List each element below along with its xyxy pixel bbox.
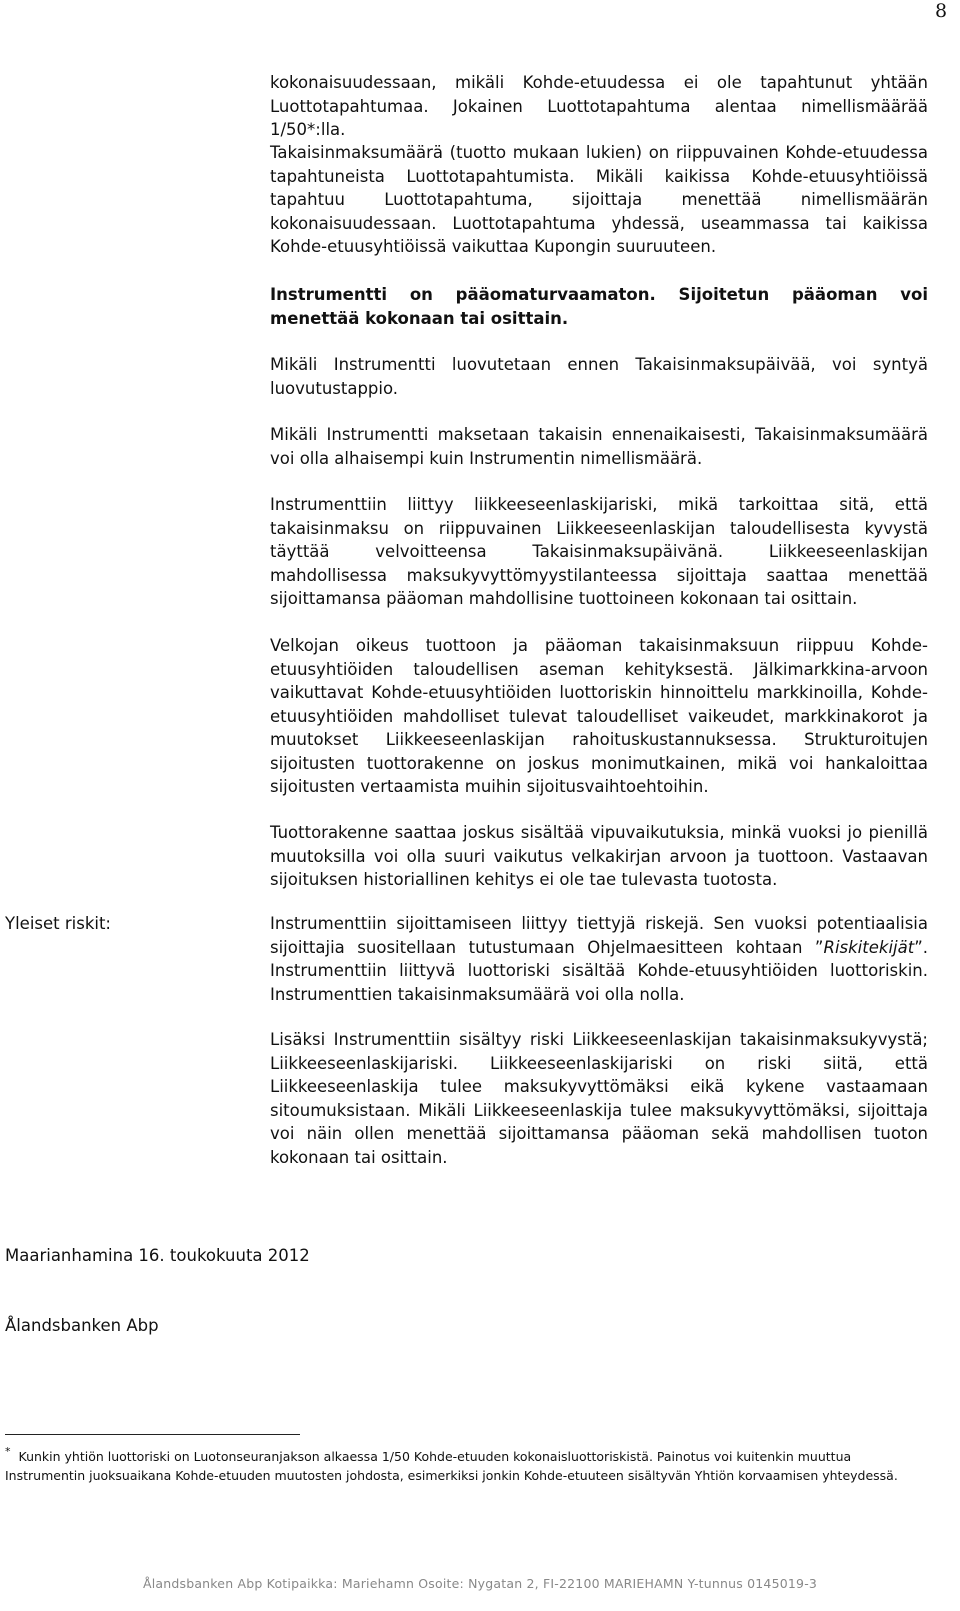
risk-factors-reference: Riskitekijät [823,937,915,957]
footnote-text: Kunkin yhtiön luottoriski on Luotonseuranjakson alkaessa 1/50 Kohde-etuuden kokonaisluottoriskistä. Painotus voi kuitenkin muuttua Instrumentin juoksuaikana Kohde-etuuden muutosten johdosta, esimerkiksi jonkin Kohde-etuuteen sisältyvän Yhtiön korvaamisen yhteydessä. [5,1449,898,1483]
paragraph-6: Instrumenttiin liittyy liikkeeseenlaskijariski, mikä tarkoittaa sitä, että takaisinmaksu on riippuvainen Liikkeeseenlaskijan taloudellisesta kyvystä täyttää velvoitteensa Takaisinmaksupäivänä. Liikkeeseenlaskijan mahdollisessa maksukyvyttömyystilanteessa sijoittaja saattaa menettää sijoittamansa pääoman mahdollisine tuottoineen kokonaan tai osittain. [270,495,928,608]
paragraph-8: Tuottorakenne saattaa joskus sisältää vipuvaikutuksia, minkä vuoksi jo pienillä muutoksilla voi olla suuri vaikutus velkakirjan arvoon ja tuottoon. Vastaavan sijoituksen historiallinen kehitys ei ole tae tulevasta tuotosta. [270,823,928,889]
capital-risk-bold-paragraph: Instrumentti on pääomaturvaamaton. Sijoitetun pääoman voi menettää kokonaan tai osittain. [270,285,928,328]
general-risks-text-a: Instrumenttiin sijoittamiseen liittyy tiettyjä riskejä. Sen vuoksi potentiaalisia sijoittajia suositellaan tutustumaan Ohjelmaesitteen kohtaan ” [270,914,928,957]
page-footer: Ålandsbanken Abp Kotipaikka: Mariehamn Osoite: Nygatan 2, FI-22100 MARIEHAMN Y-tunnus 0145019-3 [142,1576,818,1591]
place-date: Maarianhamina 16. toukokuuta 2012 [5,1246,310,1265]
general-risks-heading: Yleiset riskit: [5,914,111,933]
signatory: Ålandsbanken Abp [5,1316,159,1335]
footnote [5,1442,905,1485]
general-risks-text-b: ”. Instrumenttiin liittyvä luottoriski sisältää Kohde-etuusyhtiöiden luottoriskin. Instrumenttien takaisinmaksumäärä voi olla nolla. [270,937,928,1004]
footnote-marker: * [5,1445,11,1458]
paragraph-5: Mikäli Instrumentti maksetaan takaisin ennenaikaisesti, Takaisinmaksumäärä voi olla alhaisempi kuin Instrumentin nimellismäärä. [270,425,928,468]
general-risks-paragraph-1 [270,912,928,1006]
page-number: 8 [935,0,948,22]
paragraph-1: kokonaisuudessaan, mikäli Kohde-etuudessa ei ole tapahtunut yhtään Luottotapahtumaa. Jokainen Luottotapahtuma alentaa nimellismäärää 1/50*:lla. [270,73,928,139]
paragraph-4: Mikäli Instrumentti luovutetaan ennen Takaisinmaksupäivää, voi syntyä luovutustappio. [270,355,928,398]
general-risks-paragraph-2: Lisäksi Instrumenttiin sisältyy riski Liikkeeseenlaskijan takaisinmaksukyvystä; Liikkeeseenlaskijariski. Liikkeeseenlaskijariski on riski siitä, että Liikkeeseenlaskija tulee maksukyvyttömäksi eikä kykene vastaamaan sitoumuksistaan. Mikäli Liikkeeseenlaskija tulee maksukyvyttömäksi, sijoittaja voi näin ollen menettää sijoittamansa pääoman sekä mahdollisen tuoton kokonaan tai osittain. [270,1030,928,1167]
paragraph-2: Takaisinmaksumäärä (tuotto mukaan lukien) on riippuvainen Kohde-etuudessa tapahtuneista Luottotapahtumista. Mikäli kaikissa Kohde-etuusyhtiöissä tapahtuu Luottotapahtuma, sijoittaja menettää nimellismäärän kokonaisuudessaan. Luottotapahtuma yhdessä, useammassa tai kaikissa Kohde-etuusyhtiöissä vaikuttaa Kupongin suuruuteen. [270,143,928,256]
footnote-divider [5,1434,300,1435]
paragraph-7: Velkojan oikeus tuottoon ja pääoman takaisinmaksuun riippuu Kohde-etuusyhtiöiden taloudellisen aseman kehityksestä. Jälkimarkkina-arvoon vaikuttavat Kohde-etuusyhtiöiden luottoriskin hinnoittelu markkinoilla, Kohde-etuusyhtiöiden mahdolliset tulevat taloudelliset vaikeudet, markkinakorot ja muutokset Liikkeeseenlaskijan rahoituskustannuksessa. Strukturoitujen sijoitusten tuottorakenne on joskus monimutkainen, mikä voi hankaloittaa sijoitusten vertaamista muihin sijoitusvaihtoehtoihin. [270,636,928,796]
